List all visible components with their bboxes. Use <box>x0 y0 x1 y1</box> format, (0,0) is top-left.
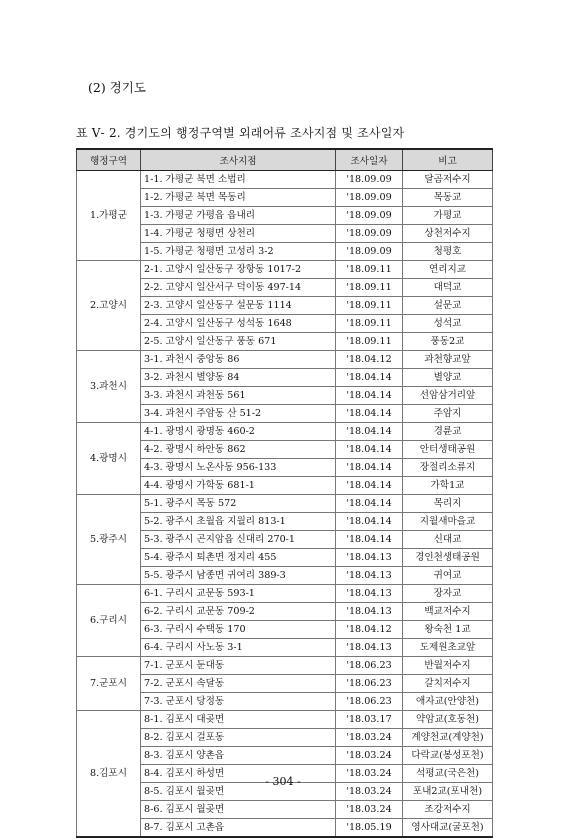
date-cell: '18.05.19 <box>336 819 403 838</box>
page-number: - 304 - <box>265 775 301 788</box>
note-cell: 안터생태공원 <box>403 441 493 459</box>
site-cell: 5-3. 광주시 곤지암읍 신대리 270-1 <box>141 531 336 549</box>
date-cell: '18.03.24 <box>336 747 403 765</box>
table-row <box>77 585 493 603</box>
date-cell: '18.04.14 <box>336 531 403 549</box>
date-cell: '18.06.23 <box>336 657 403 675</box>
note-cell: 목동교 <box>403 189 493 207</box>
site-cell: 3-4. 과천시 주암동 산 51-2 <box>141 405 336 423</box>
site-cell: 6-2. 구리시 교문동 709-2 <box>141 603 336 621</box>
region-cell: 6.구리시 <box>77 585 141 657</box>
date-cell: '18.04.14 <box>336 423 403 441</box>
date-cell: '18.03.24 <box>336 783 403 801</box>
table-header <box>77 149 493 171</box>
site-cell: 5-1. 광주시 목동 572 <box>141 495 336 513</box>
site-cell: 8-5. 김포시 월곶면 <box>141 783 336 801</box>
date-cell: '18.04.12 <box>336 351 403 369</box>
site-cell: 6-4. 구리시 사노동 3-1 <box>141 639 336 657</box>
note-cell: 대덕교 <box>403 279 493 297</box>
note-cell: 풍동2교 <box>403 333 493 351</box>
site-cell: 6-3. 구리시 수택동 170 <box>141 621 336 639</box>
note-cell: 왕숙천 1교 <box>403 621 493 639</box>
region-cell: 1.가평군 <box>77 171 141 261</box>
date-cell: '18.09.09 <box>336 207 403 225</box>
region-cell: 4.광명시 <box>77 423 141 495</box>
site-cell: 4-2. 광명시 하안동 862 <box>141 441 336 459</box>
site-cell: 3-1. 과천시 중앙동 86 <box>141 351 336 369</box>
date-cell: '18.09.11 <box>336 279 403 297</box>
site-cell: 7-3. 군포시 당정동 <box>141 693 336 711</box>
note-cell: 목리지 <box>403 495 493 513</box>
section-title: (2) 경기도 <box>88 80 146 95</box>
note-cell: 신대교 <box>403 531 493 549</box>
site-cell: 7-2. 군포시 속달동 <box>141 675 336 693</box>
date-cell: '18.03.24 <box>336 729 403 747</box>
note-cell: 청평호 <box>403 243 493 261</box>
site-cell: 8-2. 김포시 걸포동 <box>141 729 336 747</box>
note-cell: 달곰저수지 <box>403 171 493 189</box>
date-cell: '18.04.12 <box>336 621 403 639</box>
region-cell: 8.김포시 <box>77 711 141 838</box>
note-cell: 연리지교 <box>403 261 493 279</box>
note-cell: 상천저수지 <box>403 225 493 243</box>
site-cell: 1-4. 가평군 청평면 상천리 <box>141 225 336 243</box>
date-cell: '18.09.09 <box>336 171 403 189</box>
note-cell: 도제원초교앞 <box>403 639 493 657</box>
note-cell: 갈치저수지 <box>403 675 493 693</box>
site-cell: 8-1. 김포시 대곶면 <box>141 711 336 729</box>
date-cell: '18.09.11 <box>336 261 403 279</box>
site-cell: 1-1. 가평군 북면 소법리 <box>141 171 336 189</box>
note-cell: 조강저수지 <box>403 801 493 819</box>
note-cell: 약암교(호동천) <box>403 711 493 729</box>
date-cell: '18.09.11 <box>336 297 403 315</box>
date-cell: '18.09.11 <box>336 333 403 351</box>
header-date: 조사일자 <box>336 149 403 171</box>
note-cell: 귀여교 <box>403 567 493 585</box>
table-row <box>77 711 493 729</box>
date-cell: '18.04.14 <box>336 369 403 387</box>
site-cell: 1-5. 가평군 청평면 고성리 3-2 <box>141 243 336 261</box>
date-cell: '18.04.14 <box>336 495 403 513</box>
note-cell: 주암지 <box>403 405 493 423</box>
date-cell: '18.04.14 <box>336 387 403 405</box>
site-cell: 2-2. 고양시 일산서구 덕이동 497-14 <box>141 279 336 297</box>
note-cell: 가학1교 <box>403 477 493 495</box>
note-cell: 반월저수지 <box>403 657 493 675</box>
region-cell: 3.과천시 <box>77 351 141 423</box>
date-cell: '18.03.24 <box>336 801 403 819</box>
table-row <box>77 261 493 279</box>
header-region: 행정구역 <box>77 149 141 171</box>
date-cell: '18.04.14 <box>336 477 403 495</box>
date-cell: '18.04.13 <box>336 603 403 621</box>
date-cell: '18.06.23 <box>336 693 403 711</box>
site-cell: 8-4. 김포시 하성면 <box>141 765 336 783</box>
date-cell: '18.04.13 <box>336 567 403 585</box>
site-cell: 4-1. 광명시 광명동 460-2 <box>141 423 336 441</box>
note-cell: 장절리소류지 <box>403 459 493 477</box>
note-cell: 영사대교(굴포천) <box>403 819 493 838</box>
site-cell: 8-6. 김포시 월곶면 <box>141 801 336 819</box>
survey-table <box>76 148 493 838</box>
site-cell: 4-4. 광명시 가학동 681-1 <box>141 477 336 495</box>
site-cell: 8-3. 김포시 양촌읍 <box>141 747 336 765</box>
site-cell: 2-1. 고양시 일산동구 장항동 1017-2 <box>141 261 336 279</box>
note-cell: 계양천교(계양천) <box>403 729 493 747</box>
note-cell: 설문교 <box>403 297 493 315</box>
region-cell: 7.군포시 <box>77 657 141 711</box>
note-cell: 장자교 <box>403 585 493 603</box>
header-site: 조사지점 <box>141 149 336 171</box>
region-cell: 5.광주시 <box>77 495 141 585</box>
site-cell: 2-4. 고양시 일산동구 성석동 1648 <box>141 315 336 333</box>
note-cell: 경인천생태공원 <box>403 549 493 567</box>
date-cell: '18.09.09 <box>336 243 403 261</box>
date-cell: '18.06.23 <box>336 675 403 693</box>
site-cell: 5-5. 광주시 남종면 귀여리 389-3 <box>141 567 336 585</box>
table-caption: 표 Ⅴ- 2. 경기도의 행정구역별 외래어류 조사지점 및 조사일자 <box>76 126 405 140</box>
site-cell: 5-2. 광주시 초월읍 지월리 813-1 <box>141 513 336 531</box>
date-cell: '18.04.14 <box>336 441 403 459</box>
table-row <box>77 657 493 675</box>
site-cell: 1-2. 가평군 북면 목동리 <box>141 189 336 207</box>
site-cell: 5-4. 광주시 퇴촌면 정지리 455 <box>141 549 336 567</box>
site-cell: 6-1. 구리시 교문동 593-1 <box>141 585 336 603</box>
table-row <box>77 423 493 441</box>
site-cell: 4-3. 광명시 노온사동 956-133 <box>141 459 336 477</box>
note-cell: 성석교 <box>403 315 493 333</box>
header-row <box>77 149 493 171</box>
date-cell: '18.03.17 <box>336 711 403 729</box>
date-cell: '18.04.14 <box>336 513 403 531</box>
note-cell: 경륜교 <box>403 423 493 441</box>
table-body <box>77 171 493 838</box>
site-cell: 2-5. 고양시 일산동구 풍동 671 <box>141 333 336 351</box>
site-cell: 1-3. 가평군 가평읍 읍내리 <box>141 207 336 225</box>
site-cell: 3-3. 과천시 과천동 561 <box>141 387 336 405</box>
note-cell: 애자교(안양천) <box>403 693 493 711</box>
site-cell: 7-1. 군포시 둔대동 <box>141 657 336 675</box>
header-note: 비고 <box>403 149 493 171</box>
note-cell: 가평교 <box>403 207 493 225</box>
note-cell: 다락교(봉성포천) <box>403 747 493 765</box>
site-cell: 3-2. 과천시 별양동 84 <box>141 369 336 387</box>
table-row <box>77 495 493 513</box>
note-cell: 선암삼거리앞 <box>403 387 493 405</box>
table-row <box>77 171 493 189</box>
date-cell: '18.09.09 <box>336 225 403 243</box>
date-cell: '18.04.14 <box>336 459 403 477</box>
note-cell: 석평교(국은천) <box>403 765 493 783</box>
date-cell: '18.04.13 <box>336 549 403 567</box>
note-cell: 지월새마을교 <box>403 513 493 531</box>
date-cell: '18.04.13 <box>336 639 403 657</box>
date-cell: '18.09.11 <box>336 315 403 333</box>
note-cell: 과천향교앞 <box>403 351 493 369</box>
note-cell: 백교저수지 <box>403 603 493 621</box>
site-cell: 2-3. 고양시 일산동구 설문동 1114 <box>141 297 336 315</box>
date-cell: '18.04.13 <box>336 585 403 603</box>
site-cell: 8-7. 김포시 고촌읍 <box>141 819 336 838</box>
date-cell: '18.09.09 <box>336 189 403 207</box>
table-row <box>77 351 493 369</box>
note-cell: 별양교 <box>403 369 493 387</box>
note-cell: 포내2교(포내천) <box>403 783 493 801</box>
date-cell: '18.04.14 <box>336 405 403 423</box>
date-cell: '18.03.24 <box>336 765 403 783</box>
region-cell: 2.고양시 <box>77 261 141 351</box>
